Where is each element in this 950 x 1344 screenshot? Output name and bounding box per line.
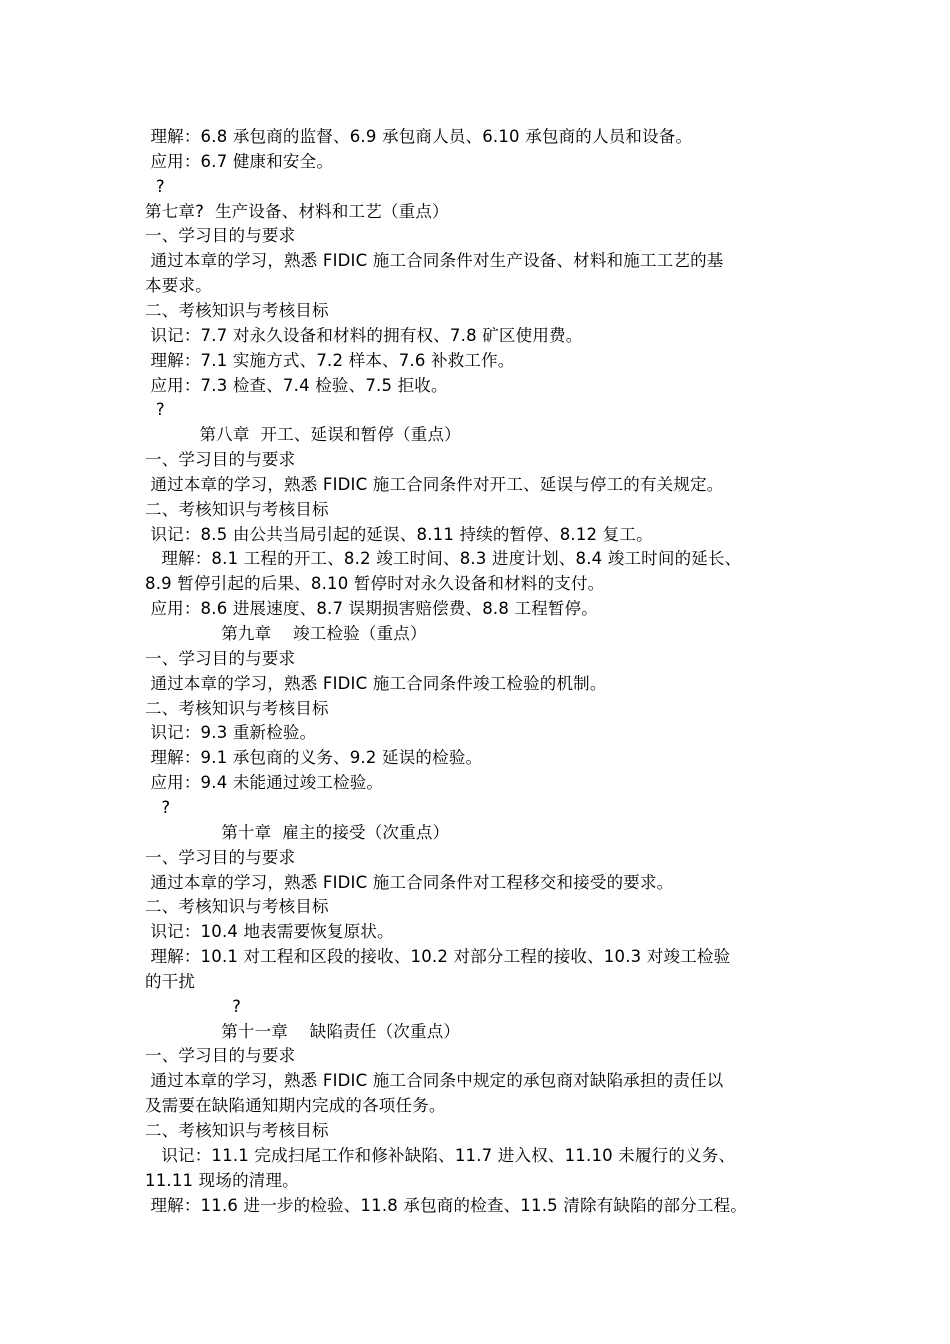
text-line: 应用：8.6 进展速度、8.7 误期损害赔偿费、8.8 工程暂停。 (145, 599, 599, 619)
text-line: 通过本章的学习，熟悉 FIDIC 施工合同条件对生产设备、材料和施工工艺的基 (145, 251, 724, 271)
text-line: 的干扰 (145, 971, 196, 991)
text-line: 应用：9.4 未能通过竣工检验。 (145, 773, 384, 793)
text-line: 理解：11.6 进一步的检验、11.8 承包商的检查、11.5 清除有缺陷的部分工程。 (145, 1195, 747, 1215)
text-line: 一、学习目的与要求 (145, 226, 296, 246)
text-line: 识记：8.5 由公共当局引起的延误、8.11 持续的暂停、8.12 复工。 (145, 524, 653, 544)
text-line: 11.11 现场的清理。 (145, 1170, 299, 1190)
text-line: ? (145, 996, 242, 1016)
text-line: ? (145, 176, 165, 196)
text-line: 第九章 竣工检验（重点） (145, 624, 427, 643)
text-line: 识记：9.3 重新检验。 (145, 723, 317, 743)
text-line: 一、学习目的与要求 (145, 847, 296, 867)
text-line: 通过本章的学习，熟悉 FIDIC 施工合同条件对开工、延误与停工的有关规定。 (145, 474, 724, 494)
text-line: 二、考核知识与考核目标 (145, 499, 329, 519)
text-line: ? (145, 400, 165, 420)
text-line: 识记：11.1 完成扫尾工作和修补缺陷、11.7 进入权、11.10 未履行的义务、 (145, 1145, 736, 1165)
text-line: 一、学习目的与要求 (145, 1046, 296, 1066)
text-line: 第七章? 生产设备、材料和工艺（重点） (145, 201, 449, 221)
text-line: 第八章 开工、延误和暂停（重点） (145, 425, 461, 445)
text-line: 8.9 暂停引起的后果、8.10 暂停时对永久设备和材料的支付。 (145, 574, 605, 594)
text-line: 及需要在缺陷通知期内完成的各项任务。 (145, 1096, 446, 1116)
text-line: 通过本章的学习，熟悉 FIDIC 施工合同条件对工程移交和接受的要求。 (145, 872, 674, 892)
text-line: 识记：7.7 对永久设备和材料的拥有权、7.8 矿区使用费。 (145, 325, 583, 345)
text-line: 第十一章 缺陷责任（次重点） (145, 1021, 461, 1041)
text-line: ? (145, 797, 171, 817)
text-line: 识记：10.4 地表需要恢复原状。 (145, 922, 394, 942)
text-line: 应用：6.7 健康和安全。 (145, 151, 334, 171)
text-line: 二、考核知识与考核目标 (145, 1121, 329, 1140)
text-line: 本要求。 (145, 276, 212, 296)
text-line: 二、考核知识与考核目标 (145, 698, 329, 718)
text-line: 理解：7.1 实施方式、7.2 样本、7.6 补救工作。 (145, 350, 515, 370)
text-line: 应用：7.3 检查、7.4 检验、7.5 拒收。 (145, 375, 448, 395)
text-line: 第十章 雇主的接受（次重点） (145, 822, 450, 842)
text-line: 理解：8.1 工程的开工、8.2 竣工时间、8.3 进度计划、8.4 竣工时间的延长、 (145, 549, 742, 569)
text-line: 理解：10.1 对工程和区段的接收、10.2 对部分工程的接收、10.3 对竣工检验 (145, 947, 731, 967)
text-line: 通过本章的学习，熟悉 FIDIC 施工合同条件竣工检验的机制。 (145, 673, 607, 693)
text-line: 通过本章的学习，熟悉 FIDIC 施工合同条中规定的承包商对缺陷承担的责任以 (145, 1071, 724, 1091)
text-line: 理解：6.8 承包商的监督、6.9 承包商人员、6.10 承包商的人员和设备。 (145, 127, 693, 146)
text-line: 二、考核知识与考核目标 (145, 300, 329, 320)
text-line: 二、考核知识与考核目标 (145, 897, 329, 917)
text-line: 理解：9.1 承包商的义务、9.2 延误的检验。 (145, 748, 483, 768)
text-line: 一、学习目的与要求 (145, 450, 296, 470)
text-line: 一、学习目的与要求 (145, 648, 296, 668)
